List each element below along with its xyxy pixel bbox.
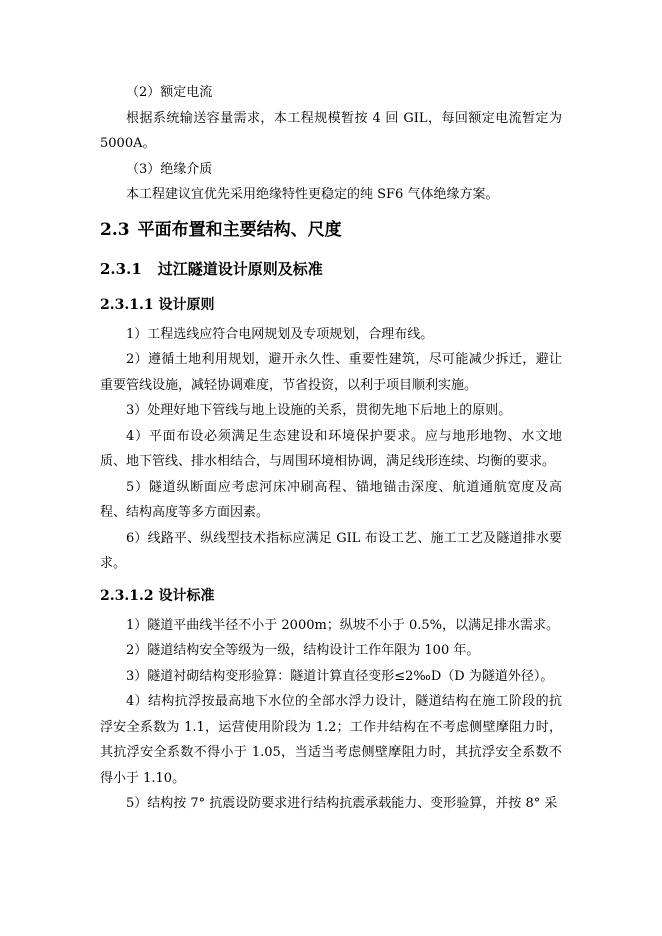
- standards-number: 2.3.1.2: [100, 587, 154, 604]
- standards-heading: [100, 583, 562, 609]
- document-page: [100, 80, 562, 817]
- standard-item: 2）隧道结构安全等级为一级，结构设计工作年限为 100 年。: [126, 643, 480, 658]
- principle-item: 1）工程选线应符合电网规划及专项规划，合理布线。: [126, 326, 434, 342]
- principles-heading: [100, 292, 562, 318]
- principles-number: 2.3.1.1: [100, 296, 154, 313]
- section-heading: [100, 216, 562, 244]
- standard-item: 5）结构按 7° 抗震设防要求进行结构抗震承载能力、变形验算，并按 8° 采: [126, 796, 558, 811]
- standard-item: 4）结构抗浮按最高地下水位的全部水浮力设计，隧道结构在施工阶段的抗浮安全系数为 1.1，运营使用阶段为 1.2；工作井结构在不考虑侧壁摩阻力时，其抗浮安全系数不得小于 1.05，当适当考虑侧壁摩阻力时，其抗浮安全系数不得小于 1.10。: [100, 694, 562, 786]
- subsection-heading: [100, 256, 562, 282]
- section-number: 2.3: [100, 219, 130, 240]
- standard-item: 1）隧道平曲线半径不小于 2000m；纵坡不小于 0.5%，以满足排水需求。: [126, 617, 559, 633]
- section-title: 平面布置和主要结构、尺度: [137, 219, 342, 240]
- subsection-number: 2.3.1: [100, 259, 142, 278]
- principles-title: 设计原则: [158, 296, 215, 313]
- paragraph-insulation-medium: 本工程建议宜优先采用绝缘特性更稳定的纯 SF6 气体绝缘方案。: [126, 187, 499, 202]
- principle-item: 4）平面布设必须满足生态建设和环境保护要求。应与地形地物、水文地质、地下管线、排水相结合，与周围环境相协调，满足线形连续、均衡的要求。: [100, 428, 562, 469]
- principle-item: 2）遵循土地利用规划，避开永久性、重要性建筑，尽可能减少拆迁，避让重要管线设施，减轻协调难度，节省投资，以利于项目顺利实施。: [100, 352, 562, 393]
- standard-item: 3）隧道衬砌结构变形验算：隧道计算直径变形≤2‰D（D 为隧道外径）。: [126, 668, 554, 684]
- heading-insulation-medium: （3）绝缘介质: [126, 161, 213, 177]
- paragraph-rated-current: 根据系统输送容量需求，本工程规模暂按 4 回 GIL，每回额定电流暂定为5000A。: [100, 110, 562, 151]
- principle-item: 6）线路平、纵线型技术指标应满足 GIL 布设工艺、施工工艺及隧道排水要求。: [100, 530, 562, 571]
- heading-rated-current: （2）额定电流: [126, 85, 213, 100]
- principle-item: 5）隧道纵断面应考虑河床冲刷高程、锚地锚击深度、航道通航宽度及高程、结构高度等多方面因素。: [100, 479, 562, 520]
- subsection-title: 过江隧道设计原则及标准: [157, 259, 323, 278]
- standards-title: 设计标准: [158, 587, 215, 604]
- principle-item: 3）处理好地下管线与地上设施的关系，贯彻先地下后地上的原则。: [126, 403, 512, 418]
